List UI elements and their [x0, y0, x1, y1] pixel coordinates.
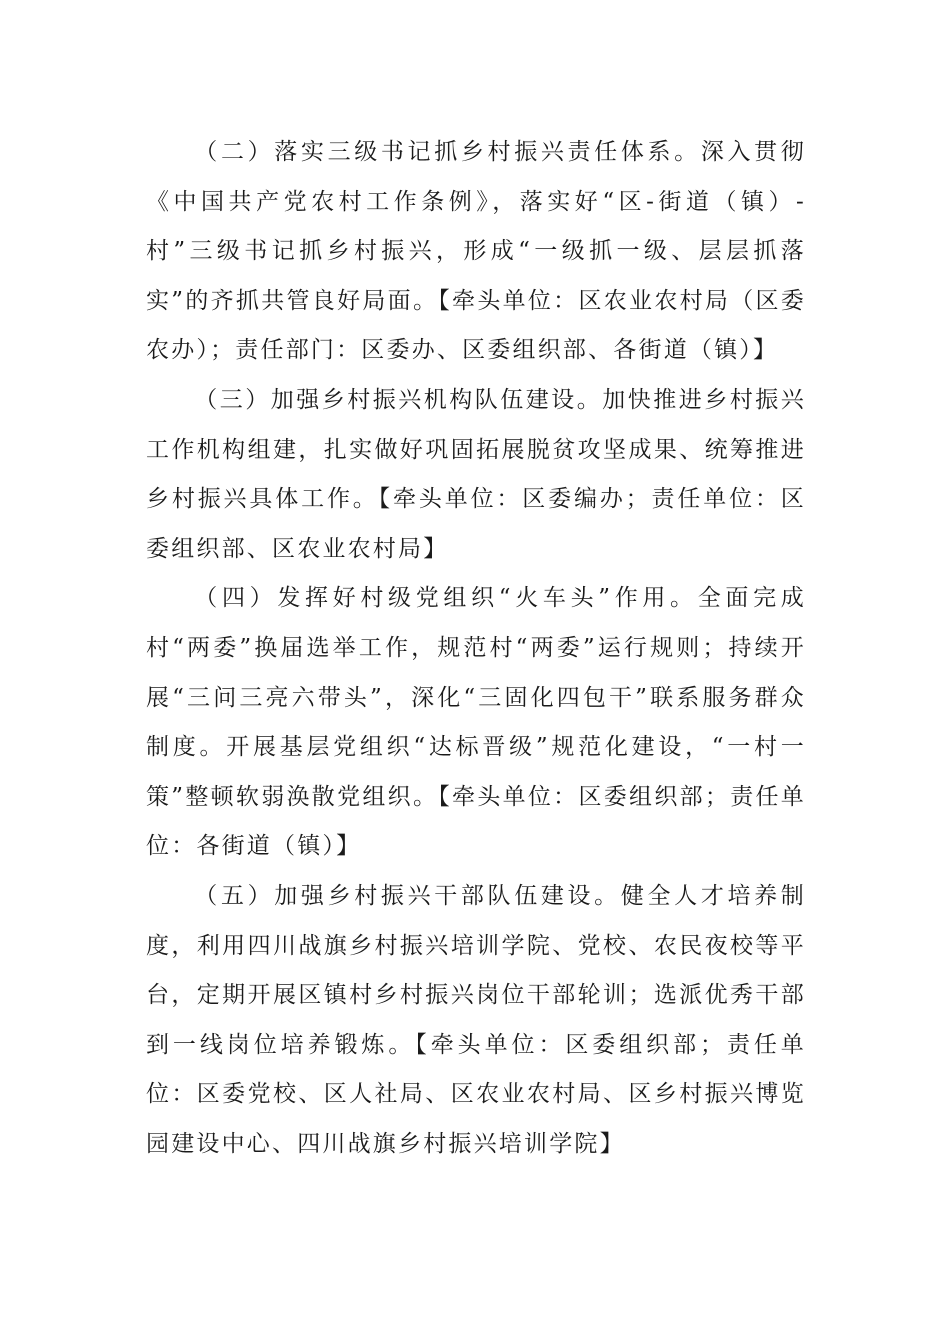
paragraph-section-2: [146, 128, 806, 376]
paragraph-section-4: [146, 574, 806, 872]
section-body: 全面完成村“两委”换届选举工作，规范村“两委”运行规则；持续开展“三问三亮六带头”，深化“三固化四包干”联系服务群众制度。开展基层党组织“达标晋级”规范化建设，“一村一策”整顿软弱涣散党组织。: [146, 585, 806, 810]
section-body: 加快推进乡村振兴工作机构组建，扎实做好巩固拓展脱贫攻坚成果、统筹推进乡村振兴具体工作。: [146, 386, 806, 513]
section-responsibility: 【牵头单位：区委组织部；责任单位：区委党校、区人社局、区农业农村局、区乡村振兴博览园建设中心、四川战旗乡村振兴培训学院】: [146, 1031, 807, 1157]
paragraph-section-3: [146, 376, 806, 574]
section-heading: （三）加强乡村振兴机构队伍建设。: [194, 386, 603, 413]
paragraph-section-5: [146, 872, 806, 1170]
section-body: 深入贯彻《中国共产党农村工作条例》，落实好“区-街道（镇）-村”三级书记抓乡村振兴，形成“一级抓一级、层层抓落实”的齐抓共管良好局面。: [146, 139, 806, 314]
section-body: 健全人才培养制度，利用四川战旗乡村振兴培训学院、党校、农民夜校等平台，定期开展区镇村乡村振兴岗位干部轮训；选派优秀干部到一线岗位培养锻炼。: [146, 882, 806, 1058]
section-responsibility: 【牵头单位：区委编办；责任单位：区委组织部、区农业农村局】: [146, 486, 806, 562]
section-responsibility: 【牵头单位：区农业农村局（区委农办）；责任部门：区委办、区委组织部、各街道（镇）】: [146, 287, 806, 364]
section-heading: （四）发挥好村级党组织“火车头”作用。: [194, 585, 698, 612]
section-responsibility: 【牵头单位：区委组织部；责任单位：各街道（镇）】: [146, 783, 806, 860]
section-heading: （二）落实三级书记抓乡村振兴责任体系。: [194, 139, 701, 165]
document-body: [146, 128, 806, 1169]
section-heading: （五）加强乡村振兴干部队伍建设。: [194, 882, 621, 909]
